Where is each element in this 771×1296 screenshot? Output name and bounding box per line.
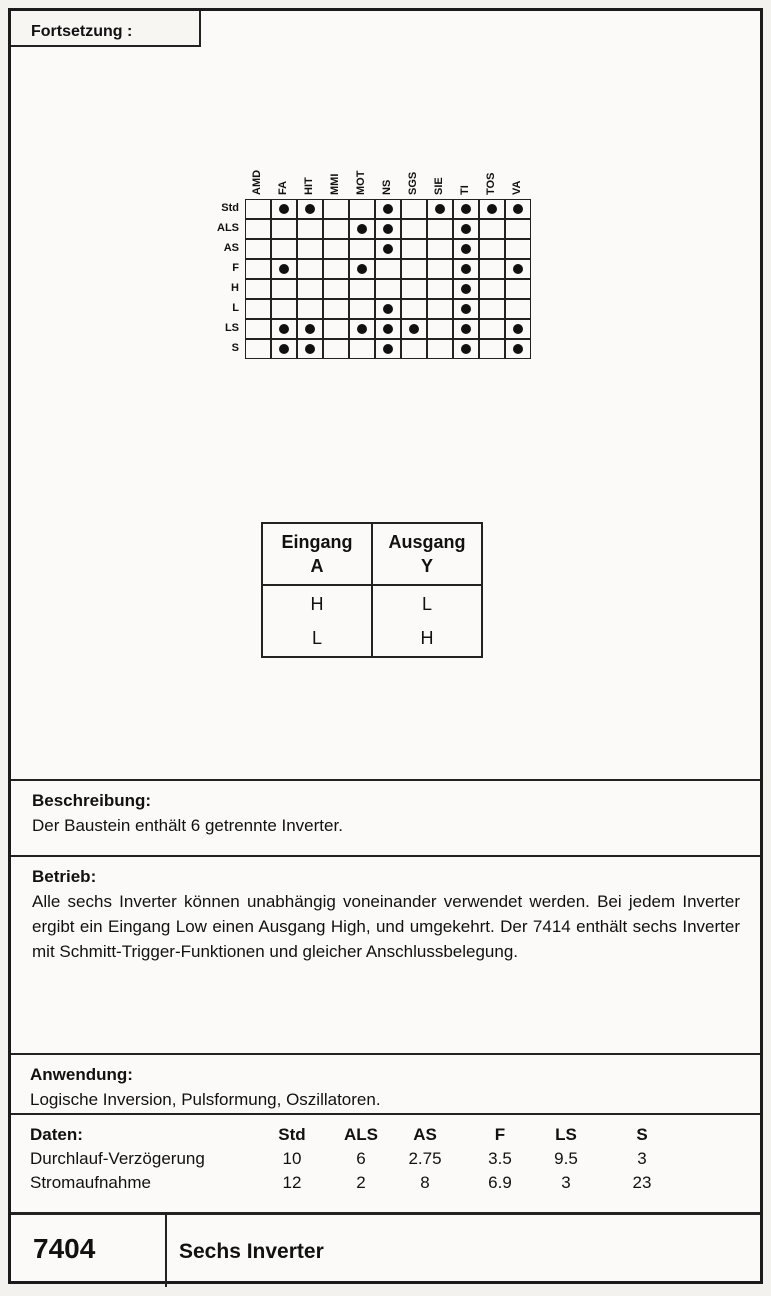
- grid-dot: [461, 304, 471, 314]
- daten-column-header: F: [494, 1125, 506, 1144]
- grid-dot: [487, 204, 497, 214]
- grid-cell: [375, 259, 401, 279]
- grid-column-header: VA: [511, 180, 523, 195]
- grid-dot: [461, 344, 471, 354]
- grid-cell: [505, 239, 531, 259]
- grid-dot: [513, 264, 523, 274]
- grid-dot: [383, 204, 393, 214]
- grid-cell: [349, 279, 375, 299]
- daten-value: 12: [282, 1173, 302, 1192]
- grid-cell: [323, 299, 349, 319]
- grid-cell: [427, 299, 453, 319]
- daten-value: 2.75: [408, 1149, 442, 1168]
- grid-dot: [279, 344, 289, 354]
- grid-cell: [297, 299, 323, 319]
- grid-cell: [505, 219, 531, 239]
- grid-column-header: FA: [277, 180, 289, 195]
- daten-value: 9.5: [554, 1149, 578, 1168]
- grid-cell: [479, 299, 505, 319]
- grid-cell: [323, 339, 349, 359]
- grid-cell: [349, 339, 375, 359]
- grid-dot: [357, 264, 367, 274]
- grid-column-header: AMD: [251, 169, 263, 195]
- grid-cell: [297, 239, 323, 259]
- grid-cell: [271, 219, 297, 239]
- grid-dot: [305, 324, 315, 334]
- grid-dot: [513, 324, 523, 334]
- grid-dot: [305, 204, 315, 214]
- grid-cell: [505, 299, 531, 319]
- section-betrieb: [11, 855, 760, 1053]
- anwendung-title: Anwendung:: [30, 1065, 133, 1084]
- truth-header-output: [372, 523, 482, 585]
- grid-cell: [245, 319, 271, 339]
- grid-dot: [383, 304, 393, 314]
- grid-cell: [427, 239, 453, 259]
- grid-dot: [461, 224, 471, 234]
- betrieb-title: Betrieb:: [32, 867, 97, 886]
- daten-column-header: S: [636, 1125, 648, 1144]
- grid-column-header: MOT: [355, 170, 367, 195]
- grid-cell: [375, 279, 401, 299]
- truth-header-input-signal: A: [310, 556, 324, 576]
- truth-header-output-signal: Y: [420, 556, 433, 576]
- grid-cell: [323, 279, 349, 299]
- grid-cell: [401, 279, 427, 299]
- grid-cell: [323, 199, 349, 219]
- grid-cell: [271, 299, 297, 319]
- section-anwendung: [11, 1053, 760, 1113]
- grid-cell: [427, 279, 453, 299]
- grid-cell: [323, 219, 349, 239]
- grid-cell: [245, 219, 271, 239]
- grid-cell: [245, 199, 271, 219]
- grid-cell: [323, 259, 349, 279]
- grid-dot: [435, 204, 445, 214]
- truth-cells-output: [372, 585, 482, 657]
- daten-value: 6.9: [488, 1173, 512, 1192]
- grid-column-header: SGS: [407, 171, 419, 195]
- grid-column-header: SIE: [433, 177, 445, 195]
- grid-cell: [245, 299, 271, 319]
- grid-dot: [461, 264, 471, 274]
- grid-cell: [479, 279, 505, 299]
- grid-cell: [245, 239, 271, 259]
- grid-row-label: LS: [224, 322, 239, 334]
- grid-dot: [383, 224, 393, 234]
- grid-cell: [349, 199, 375, 219]
- daten-row-label: Durchlauf-Verzögerung: [30, 1149, 205, 1168]
- truth-cell: L: [421, 594, 432, 614]
- grid-cell: [401, 219, 427, 239]
- beschreibung-text: Der Baustein enthält 6 getrennte Inverter.: [32, 816, 343, 835]
- footer: [11, 1212, 760, 1287]
- grid-dot: [461, 284, 471, 294]
- grid-cell: [479, 219, 505, 239]
- truth-cell: L: [311, 628, 322, 648]
- daten-title: Daten:: [30, 1125, 83, 1144]
- grid-row-label: L: [232, 302, 239, 314]
- grid-cell: [427, 219, 453, 239]
- grid-dot: [383, 244, 393, 254]
- grid-column-header: MMI: [329, 173, 341, 195]
- grid-cell: [401, 239, 427, 259]
- part-number: 7404: [11, 1215, 167, 1287]
- grid-cell: [479, 239, 505, 259]
- grid-dot: [357, 224, 367, 234]
- grid-dot: [461, 324, 471, 334]
- grid-dot: [357, 324, 367, 334]
- truth-header-input-label: Eingang: [281, 532, 353, 552]
- grid-column-header: TOS: [485, 172, 497, 195]
- grid-cell: [245, 279, 271, 299]
- grid-cell: [297, 279, 323, 299]
- grid-cell: [401, 199, 427, 219]
- grid-cell: [271, 279, 297, 299]
- grid-cell: [349, 239, 375, 259]
- daten-value: 23: [632, 1173, 652, 1192]
- grid-cell: [479, 319, 505, 339]
- truth-cells-input: [262, 585, 372, 657]
- grid-dot: [461, 204, 471, 214]
- betrieb-text: Alle sechs Inverter können unabhängig voneinander verwendet werden. Bei jedem Inverter ergibt ein Eingang Low einen Ausgang High, und umgekehrt. Der 7414 enthält sechs Inverter mit Schmitt-Trigger-Funktionen und gleicher Anschlussbelegung.: [32, 892, 740, 961]
- grid-row-label: H: [231, 282, 239, 294]
- grid-dot: [513, 204, 523, 214]
- daten-column-header: LS: [555, 1125, 577, 1144]
- daten-value: 10: [282, 1149, 302, 1168]
- grid-row-label: ALS: [217, 222, 239, 234]
- truth-header-input: [262, 523, 372, 585]
- beschreibung-title: Beschreibung:: [32, 791, 152, 810]
- anwendung-text: Logische Inversion, Pulsformung, Oszillatoren.: [30, 1090, 381, 1109]
- grid-cell: [479, 339, 505, 359]
- daten-column-header: ALS: [344, 1125, 378, 1144]
- grid-cell: [479, 259, 505, 279]
- daten-column-header: AS: [413, 1125, 437, 1144]
- grid-dot: [305, 344, 315, 354]
- grid-cell: [427, 319, 453, 339]
- truth-header-output-label: Ausgang: [388, 532, 466, 552]
- grid-column-header: TI: [459, 185, 471, 195]
- grid-dot: [279, 324, 289, 334]
- grid-cell: [297, 259, 323, 279]
- grid-dot: [279, 204, 289, 214]
- grid-cell: [349, 299, 375, 319]
- grid-row-label: S: [231, 342, 239, 354]
- grid-cell: [401, 339, 427, 359]
- section-beschreibung: [11, 779, 760, 855]
- daten-row-label: Stromaufnahme: [30, 1173, 151, 1192]
- grid-cell: [323, 319, 349, 339]
- part-title: Sechs Inverter: [179, 1240, 324, 1263]
- grid-dot: [383, 324, 393, 334]
- grid-column-header: HIT: [303, 177, 315, 195]
- grid-cell: [427, 259, 453, 279]
- grid-cell: [401, 299, 427, 319]
- truth-table: [261, 522, 483, 658]
- grid-dot: [409, 324, 419, 334]
- grid-row-label: F: [232, 262, 239, 274]
- grid-dot: [513, 344, 523, 354]
- truth-cell: H: [310, 594, 324, 614]
- grid-cell: [245, 339, 271, 359]
- daten-value: 8: [420, 1173, 430, 1192]
- daten-column-header: Std: [278, 1125, 306, 1144]
- daten-value: 3: [637, 1149, 647, 1168]
- daten-value: 3.5: [488, 1149, 512, 1168]
- truth-cell: H: [420, 628, 434, 648]
- grid-cell: [401, 259, 427, 279]
- grid-dot: [461, 244, 471, 254]
- continuation-label: Fortsetzung :: [11, 11, 201, 47]
- grid-row-label: AS: [223, 242, 239, 254]
- grid-cell: [271, 239, 297, 259]
- grid-cell: [297, 219, 323, 239]
- daten-value: 6: [356, 1149, 366, 1168]
- daten-value: 3: [561, 1173, 571, 1192]
- daten-value: 2: [356, 1173, 366, 1192]
- grid-cell: [427, 339, 453, 359]
- grid-dot: [383, 344, 393, 354]
- grid-cell: [323, 239, 349, 259]
- section-daten: [11, 1113, 760, 1212]
- grid-row-label: Std: [221, 202, 239, 214]
- datasheet-page: [8, 8, 763, 1284]
- grid-cell: [245, 259, 271, 279]
- grid-column-header: NS: [381, 179, 393, 195]
- grid-dot: [279, 264, 289, 274]
- grid-cell: [505, 279, 531, 299]
